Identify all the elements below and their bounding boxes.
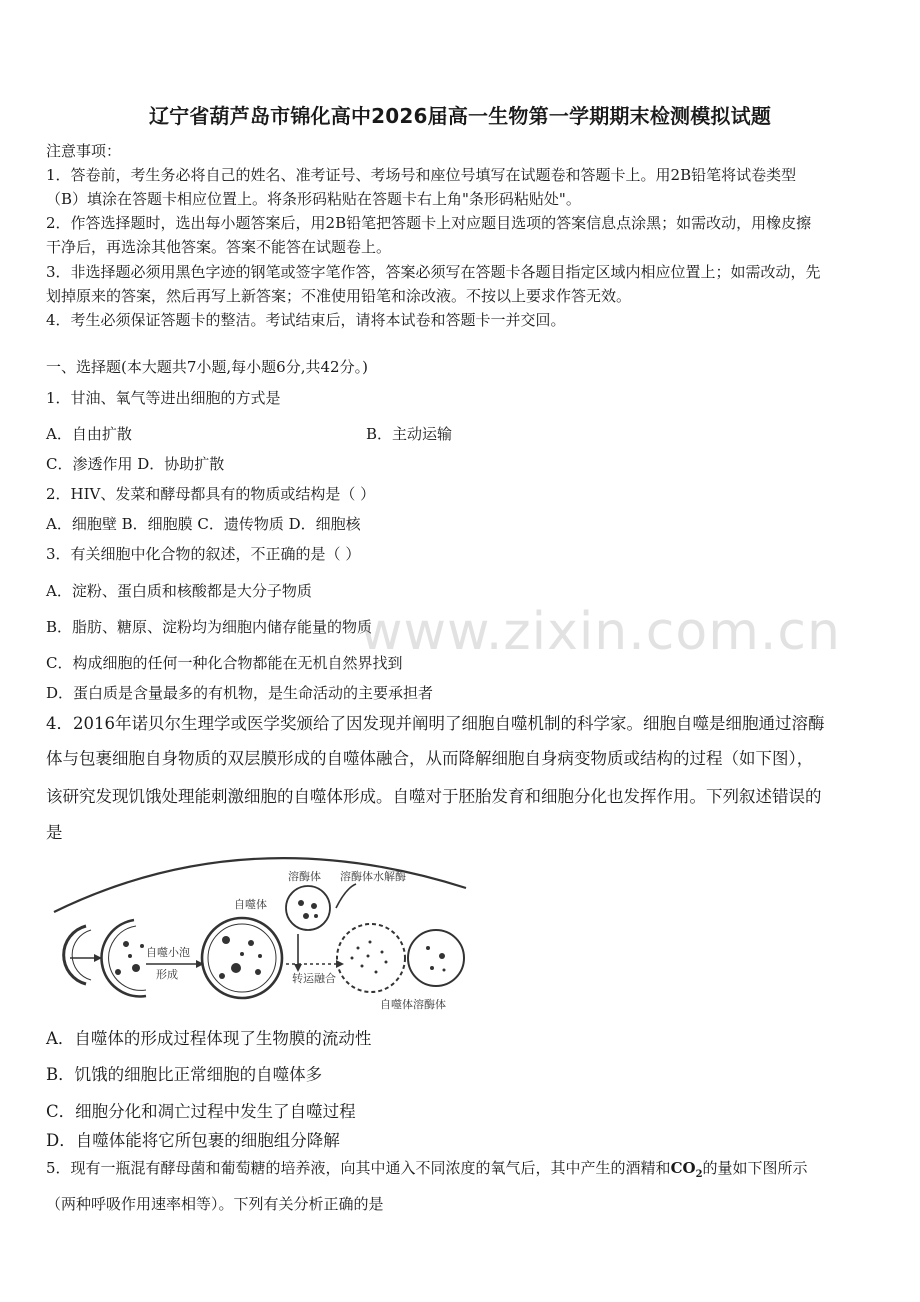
question-4-stem-line: 4．2016年诺贝尔生理学或医学奖颁给了因发现并阐明了细胞自噬机制的科学家。细胞自噬是细胞通过溶酶 xyxy=(46,714,825,733)
label-hydrolase: 溶酶体水解酶 xyxy=(340,870,406,883)
notes-line: 3．非选择题必须用黑色字迹的钢笔或签字笔作答，答案必须写在答题卡各题目指定区域内相应位置上；如需改动，先 xyxy=(46,263,821,281)
section-heading: 一、选择题(本大题共7小题,每小题6分,共42分。) xyxy=(46,358,368,376)
question-4-stem-line: 是 xyxy=(46,823,63,842)
question-5-stem-line-1 xyxy=(46,1157,808,1180)
question-5-text-pre: 5．现有一瓶混有酵母菌和葡萄糖的培养液，向其中通入不同浓度的氧气后，其中产生的酒精和 xyxy=(46,1159,671,1177)
page-title: 辽宁省葫芦岛市锦化高中2026届高一生物第一学期期末检测模拟试题 xyxy=(148,104,772,128)
label-lysosome: 溶酶体 xyxy=(288,870,321,883)
watermark: www.zixin.com.cn xyxy=(360,602,841,662)
question-4-stem-line: 体与包裹细胞自身物质的双层膜形成的自噬体融合，从而降解细胞自身病变物质或结构的过程（如下图）， xyxy=(46,749,814,768)
notes-header: 注意事项： xyxy=(46,142,122,160)
question-4-option-c: C．细胞分化和凋亡过程中发生了自噬过程 xyxy=(46,1102,356,1121)
question-1-option-cd: C．渗透作用 D．协助扩散 xyxy=(46,455,225,473)
co2-text: CO xyxy=(670,1159,696,1177)
question-5-text-post: 的量如下图所示 xyxy=(702,1159,808,1177)
question-4-stem-line: 该研究发现饥饿处理能刺激细胞的自噬体形成。自噬对于胚胎发育和细胞分化也发挥作用。下列叙述错误的 xyxy=(46,787,822,806)
label-fusion: 转运融合 xyxy=(292,972,336,985)
question-3-option-d: D．蛋白质是含量最多的有机物，是生命活动的主要承担者 xyxy=(46,684,434,702)
label-autophagosome: 自噬体 xyxy=(234,898,267,911)
label-autolysosome: 自噬体溶酶体 xyxy=(380,998,446,1011)
co2-subscript: 2 xyxy=(695,1169,703,1180)
question-2-options: A．细胞壁 B．细胞膜 C．遗传物质 D．细胞核 xyxy=(46,515,361,533)
notes-line: 1．答卷前，考生务必将自己的姓名、准考证号、考场号和座位号填写在试题卷和答题卡上。用2B铅笔将试卷类型 xyxy=(46,166,797,184)
autophagy-diagram xyxy=(46,848,476,1018)
question-3-stem: 3．有关细胞中化合物的叙述，不正确的是（ ） xyxy=(46,545,361,563)
notes-line: 划掉原来的答案，然后再写上新答案；不准使用铅笔和涂改液。不按以上要求作答无效。 xyxy=(46,287,632,305)
question-3-option-a: A．淀粉、蛋白质和核酸都是大分子物质 xyxy=(46,582,312,600)
question-4-option-b: B．饥饿的细胞比正常细胞的自噬体多 xyxy=(46,1065,323,1084)
co2-formula xyxy=(670,1159,703,1180)
question-1-option-a: A．自由扩散 xyxy=(46,425,132,443)
notes-line: （B）填涂在答题卡相应位置上。将条形码粘贴在答题卡右上角"条形码粘贴处"。 xyxy=(46,190,581,208)
question-4-option-a: A．自噬体的形成过程体现了生物膜的流动性 xyxy=(46,1029,372,1048)
label-vesicle: 自噬小泡 xyxy=(146,946,190,959)
label-form: 形成 xyxy=(156,968,178,981)
notes-line: 2．作答选择题时，选出每小题答案后，用2B铅笔把答题卡上对应题目选项的答案信息点涂黑；如需改动，用橡皮擦 xyxy=(46,214,812,232)
question-3-option-c: C．构成细胞的任何一种化合物都能在无机自然界找到 xyxy=(46,654,403,672)
notes-line: 干净后，再选涂其他答案。答案不能答在试题卷上。 xyxy=(46,238,392,256)
question-4-option-d: D．自噬体能将它所包裹的细胞组分降解 xyxy=(46,1131,340,1150)
question-1-option-b: B．主动运输 xyxy=(366,425,453,443)
question-1-stem: 1．甘油、氧气等进出细胞的方式是 xyxy=(46,389,281,407)
notes-line: 4．考生必须保证答题卡的整洁。考试结束后，请将本试卷和答题卡一并交回。 xyxy=(46,311,566,329)
question-3-option-b: B．脂肪、糖原、淀粉均为细胞内储存能量的物质 xyxy=(46,618,373,636)
question-5-stem-line-2: （两种呼吸作用速率相等）。下列有关分析正确的是 xyxy=(46,1195,384,1213)
question-2-stem: 2．HIV、发菜和酵母都具有的物质或结构是（ ） xyxy=(46,485,376,503)
